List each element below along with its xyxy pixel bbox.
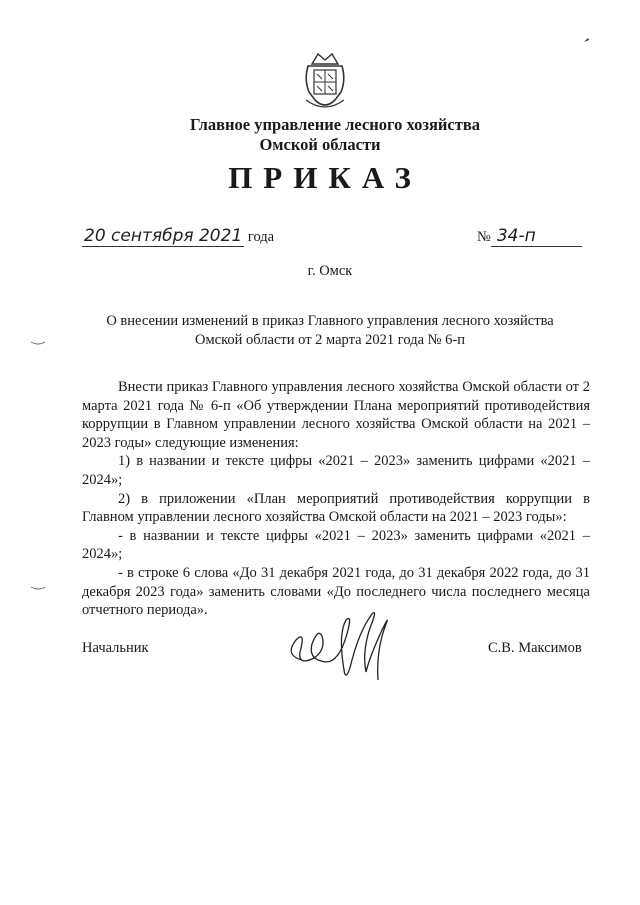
- city: г. Омск: [307, 263, 353, 279]
- order-subject: [90, 312, 570, 350]
- body-paragraph-1: Внести приказ Главного управления лесного хозяйства Омской области от 2 марта 2021 года № 6-п «Об утверждении Плана мероприятий противодействия коррупции в Главном управлении лесного хозяйства Омской области на 2021 – 2023 годы» следующие изменения:: [82, 379, 590, 451]
- org-name-line1: Главное управление лесного хозяйства: [189, 115, 481, 134]
- scan-mark: [30, 585, 46, 591]
- order-body: [82, 378, 590, 620]
- number-prefix: №: [477, 229, 491, 245]
- org-name-line2: Омской области: [259, 135, 381, 154]
- number-handwritten: 34-п: [491, 226, 582, 247]
- date-handwritten: 20 сентября 2021: [84, 226, 243, 246]
- subject-line1: О внесении изменений в приказ Главного управления лесного хозяйства: [106, 313, 554, 329]
- coat-of-arms-emblem: [300, 50, 350, 114]
- body-paragraph-3: 2) в приложении «План мероприятий противодействия коррупции в Главном управлении лесного хозяйства Омской области на 2021 – 2023 годы»:: [82, 490, 590, 526]
- handwritten-signature: [282, 600, 412, 690]
- body-paragraph-2: 1) в названии и тексте цифры «2021 – 2023» заменить цифрами «2021 – 2024»;: [82, 453, 590, 488]
- doc-type-title: ПРИКАЗ: [228, 160, 422, 195]
- body-paragraph-5: - в строке 6 слова «До 31 декабря 2021 года, до 31 декабря 2022 года, до 31 декабря 2023 года» заменить словами «До последнего числа последнего месяца отчетного периода».: [82, 564, 590, 619]
- number-field: [477, 226, 582, 247]
- scan-speck: [583, 36, 591, 44]
- date-field: [82, 226, 274, 246]
- signatory-position: Начальник: [82, 640, 149, 656]
- scan-mark: [30, 340, 46, 346]
- signatory-name: С.В. Максимов: [488, 640, 582, 656]
- body-paragraph-4: - в названии и тексте цифры «2021 – 2023» заменить цифрами «2021 – 2024»;: [82, 527, 590, 563]
- date-suffix: года: [247, 229, 275, 245]
- subject-line2: Омской области от 2 марта 2021 года № 6-п: [195, 332, 465, 348]
